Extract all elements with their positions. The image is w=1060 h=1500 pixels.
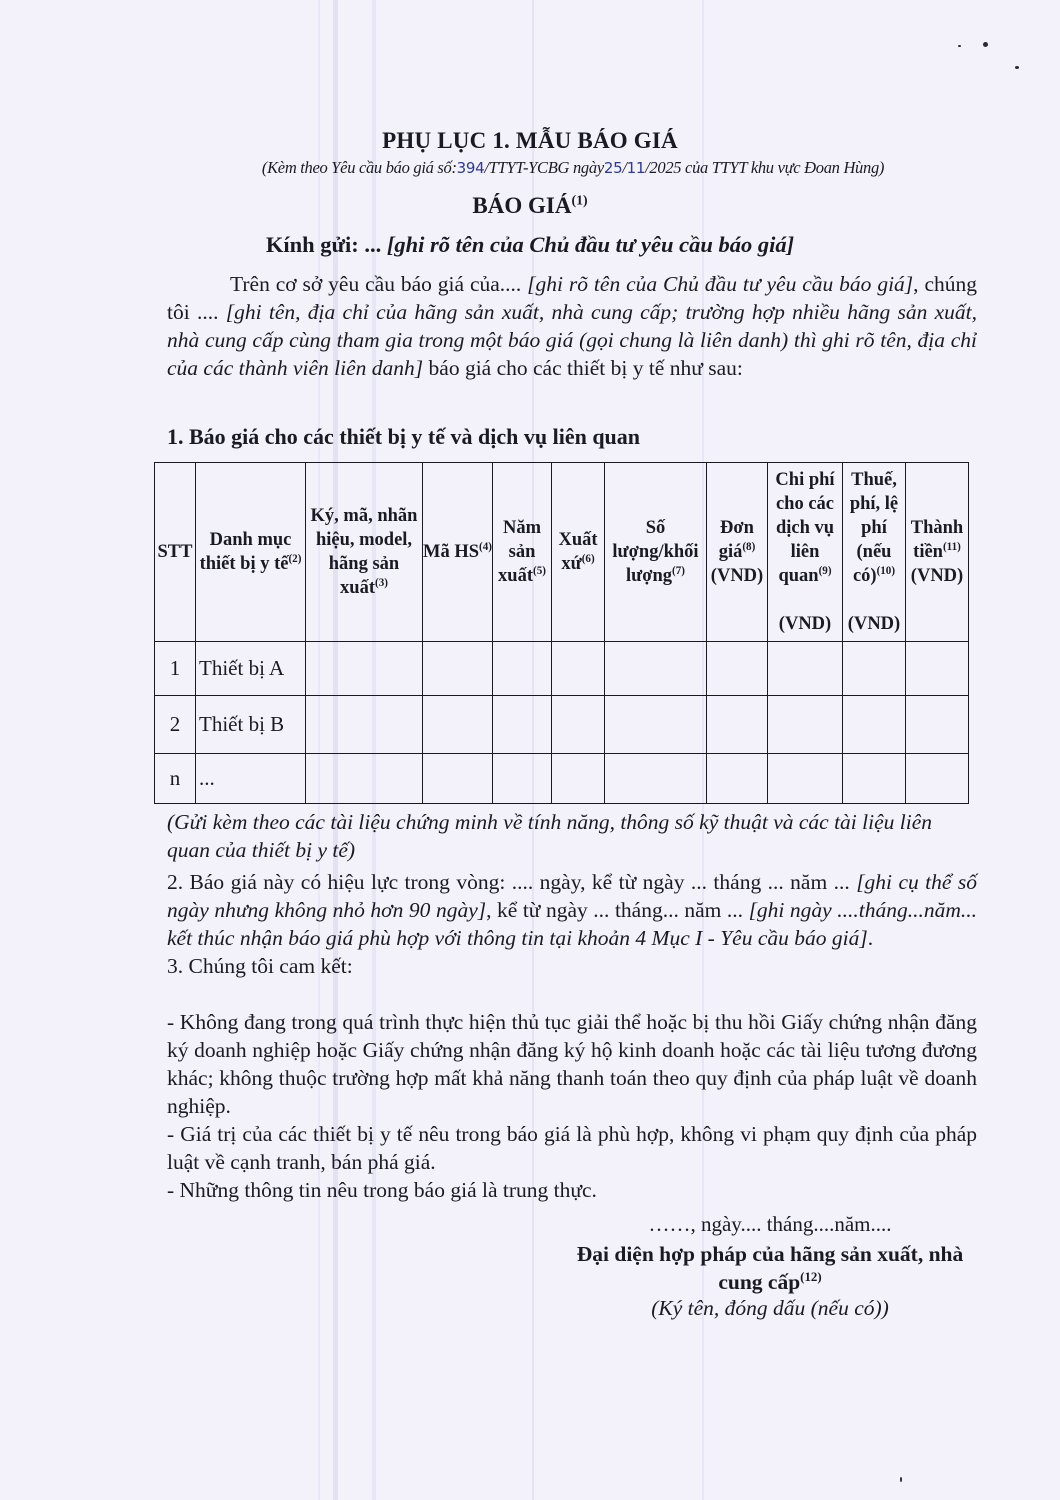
commitments-list <box>167 1008 977 1204</box>
header-unit-price: Đơn giá$^{(8)}$ (VND) <box>707 463 768 642</box>
commitment-item: - Không đang trong quá trình thực hiện thủ tục giải thể hoặc bị thu hồi Giấy chứng nhận đăng ký doanh nghiệp hoặc Giấy chứng nhận đăng ký hộ kinh doanh hoặc các tài liệu tương đương khác; không thuộc trường hợp mất khả năng thanh toán theo quy định của pháp luật về doanh nghiệp. <box>167 1010 977 1118</box>
header-total: Thành tiền$^{(11)}$ (VND) <box>906 463 969 642</box>
header-device-list: Danh mục thiết bị y tế$^{(2)}$ <box>196 463 306 642</box>
empty-cell <box>493 696 552 754</box>
section2-text-3: . <box>867 926 874 950</box>
table-row <box>155 642 969 696</box>
empty-cell <box>306 642 423 696</box>
empty-cell <box>843 696 906 754</box>
scan-speck <box>900 1477 902 1482</box>
subtitle-suffix: /2025 của TTYT khu vực Đoan Hùng) <box>645 158 885 177</box>
header-service-cost: Chi phí cho các dịch vụ liên quan$^{(9)}$ (VND) <box>768 463 843 642</box>
commitment-item: - Những thông tin nêu trong báo giá là trung thực. <box>167 1178 597 1202</box>
signature-title <box>560 1240 980 1296</box>
subtitle-mid: /TTYT-YCBG ngày <box>484 158 604 177</box>
empty-cell <box>768 754 843 804</box>
header-hs-code: Mã HS$^{(4)}$ <box>423 463 493 642</box>
handwritten-day: 25 <box>603 159 623 177</box>
scan-speck <box>958 45 961 47</box>
header-tax: Thuế, phí, lệ phí (nếu có)$^{(10)}$ (VND) <box>843 463 906 642</box>
recipient-label: Kính gửi: ... <box>265 232 387 257</box>
table-row <box>155 696 969 754</box>
empty-cell <box>605 696 707 754</box>
empty-cell <box>423 696 493 754</box>
empty-cell <box>906 696 969 754</box>
heading <box>0 193 1060 219</box>
subtitle-slash: / <box>622 158 627 177</box>
empty-cell <box>493 754 552 804</box>
signature-footnote: (12) <box>800 1269 822 1284</box>
header-origin: Xuất xứ$^{(6)}$ <box>552 463 605 642</box>
section-3-title: 3. Chúng tôi cam kết: <box>167 954 353 978</box>
empty-cell <box>906 642 969 696</box>
subtitle-prefix: (Kèm theo Yêu cầu báo giá số: <box>261 158 457 177</box>
handwritten-month: 11 <box>626 159 646 177</box>
empty-cell <box>906 754 969 804</box>
heading-text: BÁO GIÁ <box>472 193 572 218</box>
empty-cell <box>707 642 768 696</box>
signature-note: (Ký tên, đóng dấu (nếu có)) <box>651 1296 889 1320</box>
quote-table <box>154 462 969 804</box>
intro-text-2: , chúng tôi .... <box>167 272 977 324</box>
empty-cell <box>707 754 768 804</box>
row-device-name: Thiết bị B <box>196 696 306 754</box>
empty-cell <box>306 696 423 754</box>
empty-cell <box>423 642 493 696</box>
section-1-title: 1. Báo giá cho các thiết bị y tế và dịch vụ liên quan <box>167 424 641 449</box>
scan-speck <box>983 42 988 47</box>
empty-cell <box>707 696 768 754</box>
header-quantity: Số lượng/khối lượng$^{(7)}$ <box>605 463 707 642</box>
intro-placeholder-1: [ghi rõ tên của Chủ đầu tư yêu cầu báo giá] <box>527 272 914 296</box>
row-device-name: ... <box>196 754 306 804</box>
recipient-line <box>0 232 1060 258</box>
header-year: Năm sản xuất$^{(5)}$ <box>493 463 552 642</box>
recipient-placeholder: [ghi rõ tên của Chủ đầu tư yêu cầu báo giá] <box>386 232 795 257</box>
signature-date-line: ……, ngày.... tháng....năm.... <box>648 1212 892 1236</box>
empty-cell <box>552 754 605 804</box>
section2-text-2: , kể từ ngày ... tháng... năm ... <box>486 898 749 922</box>
header-stt: STT <box>155 463 196 642</box>
heading-footnote: (1) <box>571 192 588 208</box>
intro-placeholder-2: [ghi tên, địa chỉ của hãng sản xuất, nhà cung cấp; trường hợp nhiều hãng sản xuất, nhà cung cấp cùng tham gia trong một báo giá (gọi chung là liên danh) thì ghi rõ tên, địa chỉ của các thành viên liên danh] <box>167 300 978 380</box>
section-2-paragraph <box>167 868 977 980</box>
handwritten-number: 394 <box>456 159 485 177</box>
empty-cell <box>843 642 906 696</box>
empty-cell <box>552 696 605 754</box>
signature-title-text: Đại diện hợp pháp của hãng sản xuất, nhà cung cấp <box>576 1242 964 1294</box>
section2-placeholder-1: [ghi cụ thể số ngày nhưng không nhỏ hơn 90 ngày] <box>167 870 977 922</box>
intro-paragraph <box>167 270 977 382</box>
empty-cell <box>423 754 493 804</box>
section2-text-1: 2. Báo giá này có hiệu lực trong vòng: .... ngày, kể từ ngày ... tháng ... năm ... <box>167 870 857 894</box>
intro-text-1: Trên cơ sở yêu cầu báo giá của.... <box>230 272 528 296</box>
table-row <box>155 754 969 804</box>
scan-speck <box>1015 66 1019 69</box>
empty-cell <box>605 754 707 804</box>
row-stt: 1 <box>155 642 196 696</box>
attachment-note: (Gửi kèm theo các tài liệu chứng minh về tính năng, thông số kỹ thuật và các tài liệu liên quan của thiết bị y tế) <box>167 810 933 862</box>
empty-cell <box>768 696 843 754</box>
commitment-item: - Giá trị của các thiết bị y tế nêu trong báo giá là phù hợp, không vi phạm quy định của pháp luật về cạnh tranh, bán phá giá. <box>167 1122 977 1174</box>
page-title: PHỤ LỤC 1. MẪU BÁO GIÁ <box>382 128 678 153</box>
row-stt: n <box>155 754 196 804</box>
row-device-name: Thiết bị A <box>196 642 306 696</box>
empty-cell <box>306 754 423 804</box>
page-subtitle <box>0 158 1060 178</box>
row-stt: 2 <box>155 696 196 754</box>
empty-cell <box>493 642 552 696</box>
intro-text-3: báo giá cho các thiết bị y tế như sau: <box>423 356 743 380</box>
empty-cell <box>605 642 707 696</box>
header-brand-model: Ký, mã, nhãn hiệu, model, hãng sản xuất$^{(3)}$ <box>306 463 423 642</box>
section2-placeholder-2: [ghi ngày ....tháng...năm... kết thúc nhận báo giá phù hợp với thông tin tại khoản 4 Mục I - Yêu cầu báo giá] <box>167 898 977 950</box>
empty-cell <box>843 754 906 804</box>
empty-cell <box>552 642 605 696</box>
table-header-row <box>155 463 969 642</box>
empty-cell <box>768 642 843 696</box>
